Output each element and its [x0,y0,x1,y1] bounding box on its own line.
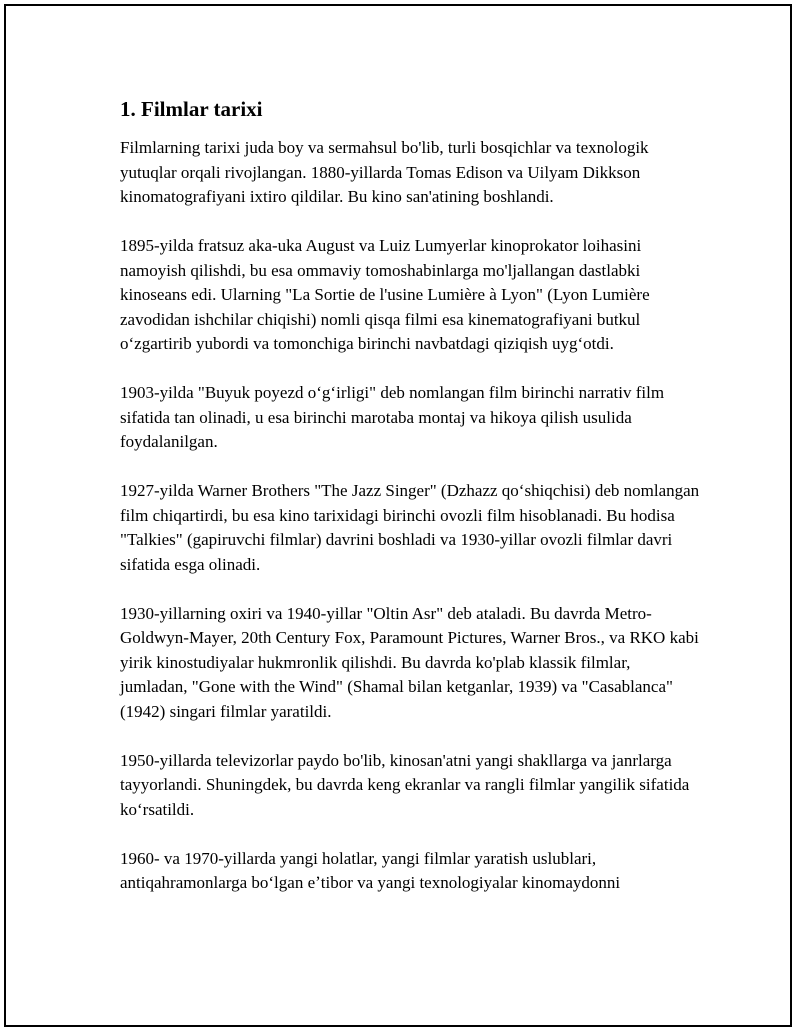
paragraph-4: 1927-yilda Warner Brothers "The Jazz Singer" (Dzhazz qoʻshiqchisi) deb nomlangan film chiqartirdi, bu esa kino tarixidagi birinchi ovozli film hisoblanadi. Bu hodisa "Talkies" (gapiruvchi filmlar) davrini boshladi va 1930-yillar ovozli filmlar davri sifatida esga olinadi. [120,481,700,574]
paragraph-2: 1895-yilda fratsuz aka-uka August va Luiz Lumyerlar kinoprokator loihasini namoyish qilishdi, bu esa ommaviy tomoshabinlarga mo'ljallangan dastlabki kinoseans edi. Ularning "La Sortie de l'usine Lumière à Lyon" (Lyon Lumière zavodidan ishchilar chiqishi) nomli qisqa filmi esa kinematografiyani butkul oʻzgartirib yubordi va tomonchiga birinchi navbatdagi qiziqish uygʻotdi. [120,236,650,353]
paragraph-7: 1960- va 1970-yillarda yangi holatlar, yangi filmlar yaratish uslublari, antiqahramonlarga boʻlgan eʼtibor va yangi texnologiyalar kinomaydonni [120,848,621,892]
paragraph-3: 1903-yilda "Buyuk poyezd oʻgʻirligi" deb nomlangan film birinchi narrativ film sifatida tan olinadi, u esa birinchi marotaba montaj va hikoya qilish usulida foydalanilgan. [120,383,665,451]
paragraph-1: Filmlarning tarixi juda boy va sermahsul bo'lib, turli bosqichlar va texnologik yutuqlar orqali rivojlangan. 1880-yillarda Tomas Edison va Uilyam Dikkson kinomatografiyani ixtiro qildilar. Bu kino san'atining boshlandi. [120,138,649,206]
document-content [120,96,700,920]
document-page [4,4,792,1027]
paragraph-6: 1950-yillarda televizorlar paydo bo'lib, kinosan'atni yangi shakllarga va janrlarga tayyorlandi. Shuningdek, bu davrda keng ekranlar va rangli filmlar yangilik sifatida koʻrsatildi. [120,750,690,819]
paragraph-5: 1930-yillarning oxiri va 1940-yillar "Oltin Asr" deb ataladi. Bu davrda Metro-Goldwyn-Mayer, 20th Century Fox, Paramount Pictures, Warner Bros., va RKO kabi yirik kinostudiyalar hukmronlik qilishdi. Bu davrda ko'plab klassik filmlar, jumladan, "Gone with the Wind" (Shamal bilan ketganlar, 1939) va "Casablanca" (1942) singari filmlar yaratildi. [120,603,699,721]
section-heading: 1. Filmlar tarixi [120,97,263,121]
